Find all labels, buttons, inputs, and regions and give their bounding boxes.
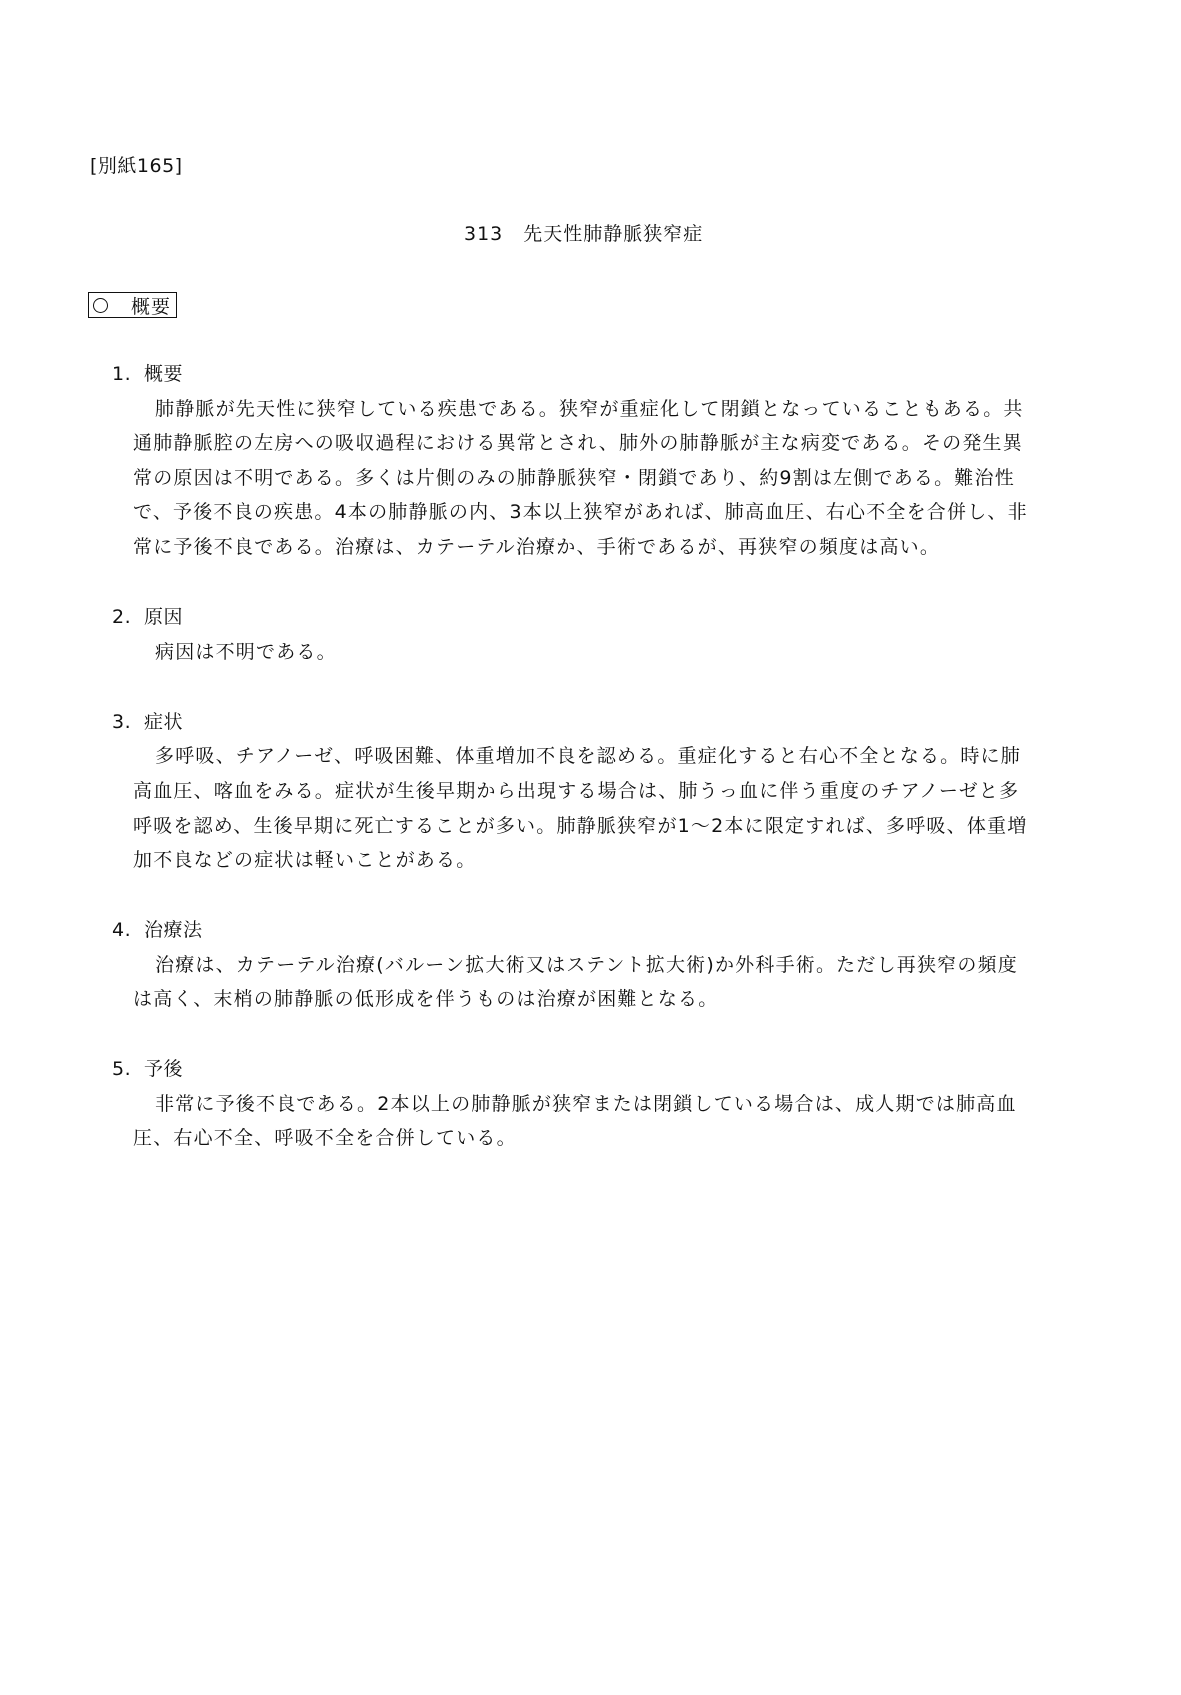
document-label: [別紙165] (90, 155, 183, 177)
paragraph-line: で、予後不良の疾患。4本の肺静脈の内、3本以上狭窄があれば、肺高血圧、右心不全を合併し、非 (133, 501, 1028, 523)
section-number: 1. (112, 363, 132, 385)
paragraph-line: 常に予後不良である。治療は、カテーテル治療か、手術であるが、再狭窄の頻度は高い。 (133, 536, 941, 558)
section-heading-3 (112, 711, 183, 733)
paragraph-line: 圧、右心不全、呼吸不全を合併している。 (133, 1127, 517, 1149)
section-heading-5 (112, 1058, 183, 1080)
section-title: 予後 (144, 1058, 184, 1080)
paragraph-line: 高血圧、喀血をみる。症状が生後早期から出現する場合は、肺うっ血に伴う重度のチアノーゼと多 (133, 780, 1020, 802)
paragraph-line: 非常に予後不良である。2本以上の肺静脈が狭窄または閉鎖している場合は、成人期では肺高血 (155, 1093, 1017, 1115)
paragraph-line: 肺静脈が先天性に狭窄している疾患である。狭窄が重症化して閉鎖となっていることもある。共 (155, 398, 1024, 420)
section-number: 3. (112, 711, 132, 733)
section-title: 症状 (144, 711, 184, 733)
circle-icon (93, 298, 108, 313)
section-title: 原因 (144, 606, 184, 628)
section-number: 4. (112, 919, 132, 941)
paragraph-line: 常の原因は不明である。多くは片側のみの肺静脈狭窄・閉鎖であり、約9割は左側である。難治性 (133, 467, 1015, 489)
paragraph-line: 通肺静脈腔の左房への吸収過程における異常とされ、肺外の肺静脈が主な病変である。その発生異 (133, 432, 1023, 454)
document-title: 313 先天性肺静脈狭窄症 (464, 223, 704, 245)
section-heading-1 (112, 363, 183, 385)
paragraph-line: 加不良などの症状は軽いことがある。 (133, 849, 477, 871)
section-box-overview (88, 292, 177, 318)
paragraph-line: は高く、末梢の肺静脈の低形成を伴うものは治療が困難となる。 (133, 988, 719, 1010)
section-title: 治療法 (144, 919, 203, 941)
section-number: 5. (112, 1058, 132, 1080)
paragraph-line: 病因は不明である。 (155, 641, 337, 663)
paragraph-line: 多呼吸、チアノーゼ、呼吸困難、体重増加不良を認める。重症化すると右心不全となる。時に肺 (155, 745, 1021, 767)
paragraph-line: 治療は、カテーテル治療(バルーン拡大術又はステント拡大術)か外科手術。ただし再狭窄の頻度 (155, 954, 1018, 976)
section-title: 概要 (144, 363, 184, 385)
paragraph-line: 呼吸を認め、生後早期に死亡することが多い。肺静脈狭窄が1～2本に限定すれば、多呼吸、体重増 (133, 815, 1028, 837)
section-number: 2. (112, 606, 132, 628)
section-box-label: 概要 (131, 295, 172, 318)
section-heading-4 (112, 919, 203, 941)
section-heading-2 (112, 606, 183, 628)
